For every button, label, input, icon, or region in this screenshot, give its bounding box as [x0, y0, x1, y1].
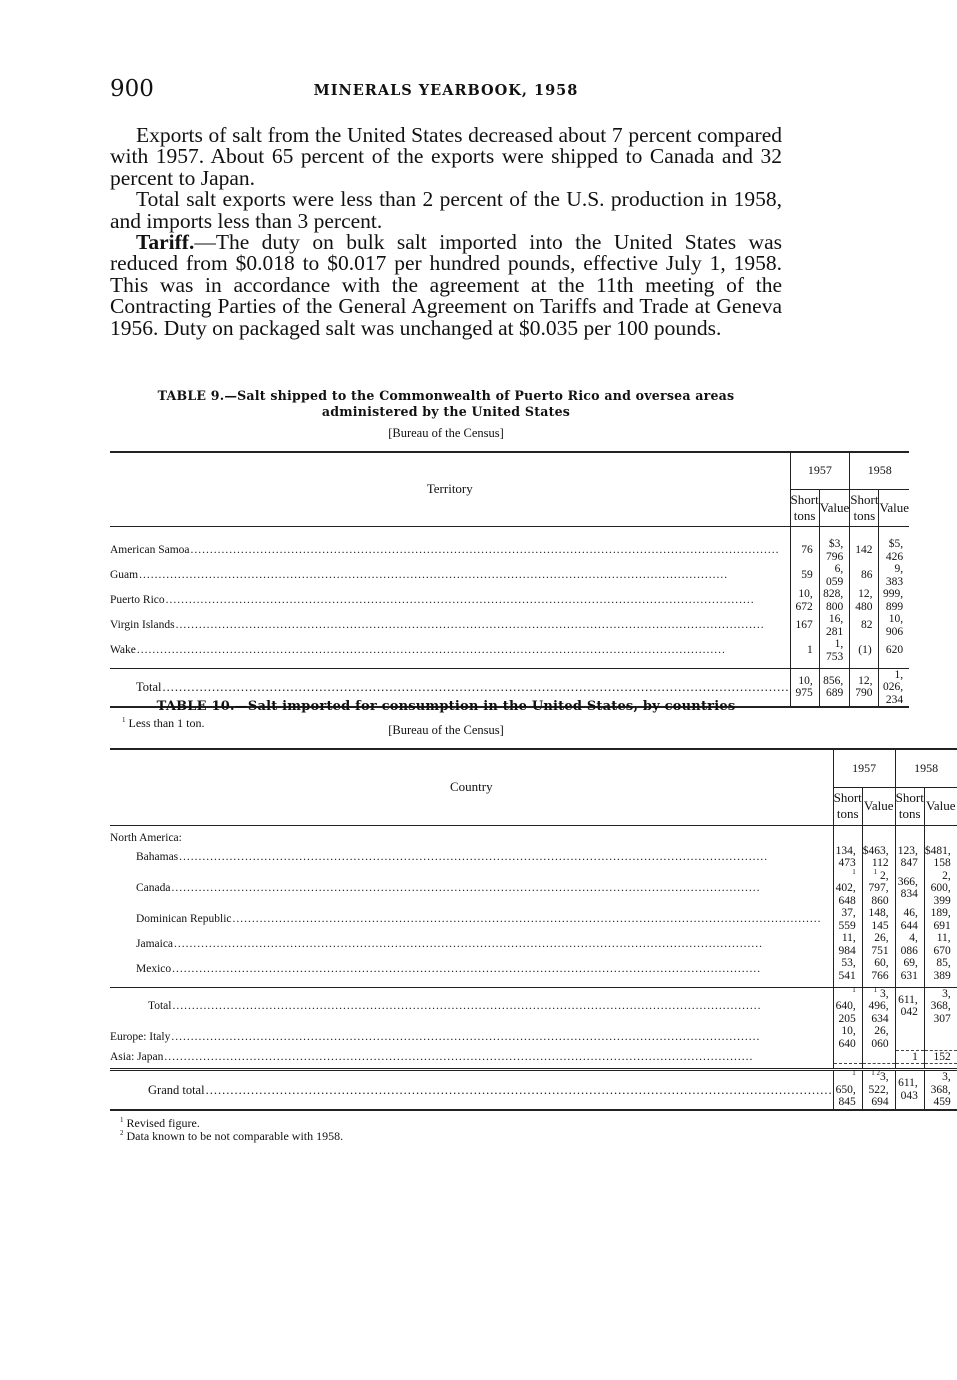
- cell-value-1958: $5, 426: [879, 538, 909, 563]
- cell-value-1957: $^1$ 2, 797, 860: [862, 870, 895, 908]
- paragraph-exports: Exports of salt from the United States decreased about 7 percent compared with 1957. About 65 percent of the exports were shipped to Canada and 32 percent to Japan.: [110, 123, 782, 190]
- cell-tons-1957: 167: [790, 613, 819, 638]
- table-10: [110, 699, 956, 1143]
- group-label: North America:: [110, 832, 182, 844]
- table-10-grid: [110, 748, 957, 1111]
- cell-tons-1958: 366, 834: [895, 870, 924, 908]
- row-label: Guam: [110, 569, 139, 582]
- table-9-stub-header: Territory: [110, 452, 790, 526]
- footnote: $^1$ Revised figure.: [120, 1115, 200, 1130]
- table-9-col-short-tons-1957: Short tons: [790, 489, 819, 526]
- table-10-col-short-tons-1957: Short tons: [833, 787, 862, 825]
- total-value-1958: 3, 368, 307: [924, 987, 956, 1025]
- cell-tons-1958: 46, 644: [895, 907, 924, 932]
- cell-value-1957: [862, 1050, 895, 1064]
- table-10-stub-header: Country: [110, 749, 833, 825]
- cell-tons-1957: 59: [790, 563, 819, 588]
- total-value-1957: $^1$ 3, 496, 634: [862, 987, 895, 1025]
- grand-total-value-1958: 3, 368, 459: [924, 1070, 956, 1110]
- cell-tons-1958: 69, 631: [895, 957, 924, 982]
- cell-tons-1958: [895, 1025, 924, 1050]
- cell-value-1957: 828, 800: [819, 588, 850, 613]
- cell-tons-1957: 53, 541: [833, 957, 862, 982]
- cell-tons-1957: 11, 984: [833, 932, 862, 957]
- cell-value-1958: 85, 389: [924, 957, 956, 982]
- cell-value-1958: $481, 158: [924, 845, 956, 870]
- cell-tons-1958: (1): [850, 638, 879, 663]
- cell-tons-1957: 10, 672: [790, 588, 819, 613]
- cell-tons-1957: [833, 1050, 862, 1064]
- row-label: Europe: Italy: [110, 1031, 171, 1044]
- cell-value-1958: 9, 383: [879, 563, 909, 588]
- cell-value-1958: 999, 899: [879, 588, 909, 613]
- cell-value-1958: 2, 600, 399: [924, 870, 956, 908]
- cell-tons-1958: 123, 847: [895, 845, 924, 870]
- cell-value-1957: 148, 145: [862, 907, 895, 932]
- table-9-title-line-1: TABLE 9.—Salt shipped to the Commonwealth of Puerto Rico and oversea areas: [157, 388, 735, 403]
- page-header: [110, 76, 782, 108]
- row-label: Jamaica: [136, 938, 174, 951]
- cell-value-1958: [924, 1025, 956, 1050]
- table-row: [110, 613, 909, 638]
- table-row-europe: [110, 1025, 957, 1050]
- table-9-col-short-tons-1958: Short tons: [850, 489, 879, 526]
- total-tons-1958: 12, 790: [850, 668, 879, 707]
- table-9-year-1957: 1957: [790, 452, 850, 489]
- cell-value-1958: 11, 670: [924, 932, 956, 957]
- grand-total-tons-1957: $^1$ 650, 845: [833, 1070, 862, 1110]
- footnote: $^2$ Data known to be not comparable with 1958.: [120, 1128, 344, 1143]
- table-9-col-value-1958: Value: [879, 489, 909, 526]
- table-10-year-1957: 1957: [833, 749, 895, 787]
- table-row: [110, 638, 909, 663]
- total-value-1957: 856, 689: [819, 668, 850, 707]
- cell-value-1957: 26, 751: [862, 932, 895, 957]
- cell-tons-1958: 4, 086: [895, 932, 924, 957]
- cell-tons-1957: $^1$ 402, 648: [833, 870, 862, 908]
- row-label: Bahamas: [136, 850, 179, 863]
- cell-value-1957: $463, 112: [862, 845, 895, 870]
- table-10-col-value-1957: Value: [862, 787, 895, 825]
- table-row-asia: [110, 1050, 957, 1064]
- cell-tons-1957: 1: [790, 638, 819, 663]
- total-tons-1957: $^1$ 640, 205: [833, 987, 862, 1025]
- cell-value-1957: 1, 753: [819, 638, 850, 663]
- paragraph-tariff: [110, 232, 782, 339]
- table-10-year-1958: 1958: [895, 749, 957, 787]
- body-text: [110, 125, 782, 339]
- table-row: [110, 932, 957, 957]
- row-label: Asia: Japan: [110, 1050, 164, 1063]
- total-value-1958: 1, 026, 234: [879, 668, 909, 707]
- row-label: Mexico: [136, 963, 172, 976]
- table-row: [110, 538, 909, 563]
- total-tons-1957: 10, 975: [790, 668, 819, 707]
- cell-value-1958: 152: [924, 1050, 956, 1064]
- row-label: American Samoa: [110, 544, 190, 557]
- cell-value-1958: 10, 906: [879, 613, 909, 638]
- table-10-col-short-tons-1958: Short tons: [895, 787, 924, 825]
- table-row: [110, 907, 957, 932]
- row-label: Dominican Republic: [136, 913, 232, 926]
- footnote-mark: 1: [122, 716, 126, 724]
- cell-tons-1957: 10, 640: [833, 1025, 862, 1050]
- table-row: [110, 563, 909, 588]
- row-label: Virgin Islands: [110, 619, 175, 632]
- total-label: Total: [148, 1000, 172, 1012]
- tariff-text: —The duty on bulk salt imported into the United States was reduced from $0.018 to $0.017 per hundred pounds, effective July 1, 1958. This was in accordance with the agreement at the 11th meeting of the Contracting Parties of the General Agreement on Tariffs and Trade at Geneva 1956. Duty on packaged salt was unchanged at $0.035 per 100 pounds.: [110, 230, 782, 340]
- table-row: [110, 845, 957, 870]
- cell-value-1958: 189, 691: [924, 907, 956, 932]
- cell-tons-1958: 82: [850, 613, 879, 638]
- cell-value-1957: 60, 766: [862, 957, 895, 982]
- grand-total-value-1957: $^{1 2}$3, 522, 694: [862, 1070, 895, 1110]
- tariff-label: Tariff.: [136, 230, 195, 255]
- running-head: MINERALS YEARBOOK, 1958: [313, 82, 579, 99]
- cell-value-1957: 6, 059: [819, 563, 850, 588]
- row-label: Wake: [110, 644, 136, 657]
- cell-tons-1958: 12, 480: [850, 588, 879, 613]
- table-9-col-value-1957: Value: [819, 489, 850, 526]
- total-tons-1958: 611, 042: [895, 987, 924, 1025]
- cell-tons-1958: 86: [850, 563, 879, 588]
- cell-tons-1957: 134, 473: [833, 845, 862, 870]
- grand-total-tons-1958: 611, 043: [895, 1070, 924, 1110]
- table-row: [110, 957, 957, 982]
- cell-tons-1958: 142: [850, 538, 879, 563]
- table-9-title-line-2: administered by the United States: [321, 404, 571, 419]
- page-number: 900: [110, 76, 154, 102]
- table-9: [110, 388, 910, 730]
- table-10-col-value-1958: Value: [924, 787, 956, 825]
- table-total-row: [110, 987, 957, 1025]
- table-row: [110, 588, 909, 613]
- grand-total-label: Grand total: [148, 1082, 205, 1097]
- row-label: Canada: [136, 882, 171, 894]
- table-9-source: [Bureau of the Census]: [388, 426, 504, 440]
- cell-value-1957: 26, 060: [862, 1025, 895, 1050]
- cell-value-1957: 16, 281: [819, 613, 850, 638]
- cell-tons-1957: 76: [790, 538, 819, 563]
- row-label: Puerto Rico: [110, 594, 165, 607]
- table-10-title: TABLE 10.—Salt imported for consumption in the United States, by countries: [156, 699, 736, 714]
- table-grand-total-row: [110, 1070, 957, 1110]
- table-group-row: [110, 832, 957, 845]
- paragraph-total-exports: Total salt exports were less than 2 percent of the U.S. production in 1958, and imports less than 3 percent.: [110, 187, 782, 233]
- cell-tons-1957: 37, 559: [833, 907, 862, 932]
- cell-tons-1958: 1: [895, 1050, 924, 1064]
- table-row: [110, 870, 957, 908]
- cell-value-1958: 620: [879, 638, 909, 663]
- table-10-footnotes: [110, 1117, 782, 1143]
- table-10-source: [Bureau of the Census]: [388, 723, 504, 737]
- cell-value-1957: $3, 796: [819, 538, 850, 563]
- table-9-grid: [110, 451, 909, 708]
- total-label: Total: [136, 680, 162, 694]
- table-9-footnote: $^1$ Less than 1 ton.: [122, 716, 205, 730]
- table-9-year-1958: 1958: [850, 452, 909, 489]
